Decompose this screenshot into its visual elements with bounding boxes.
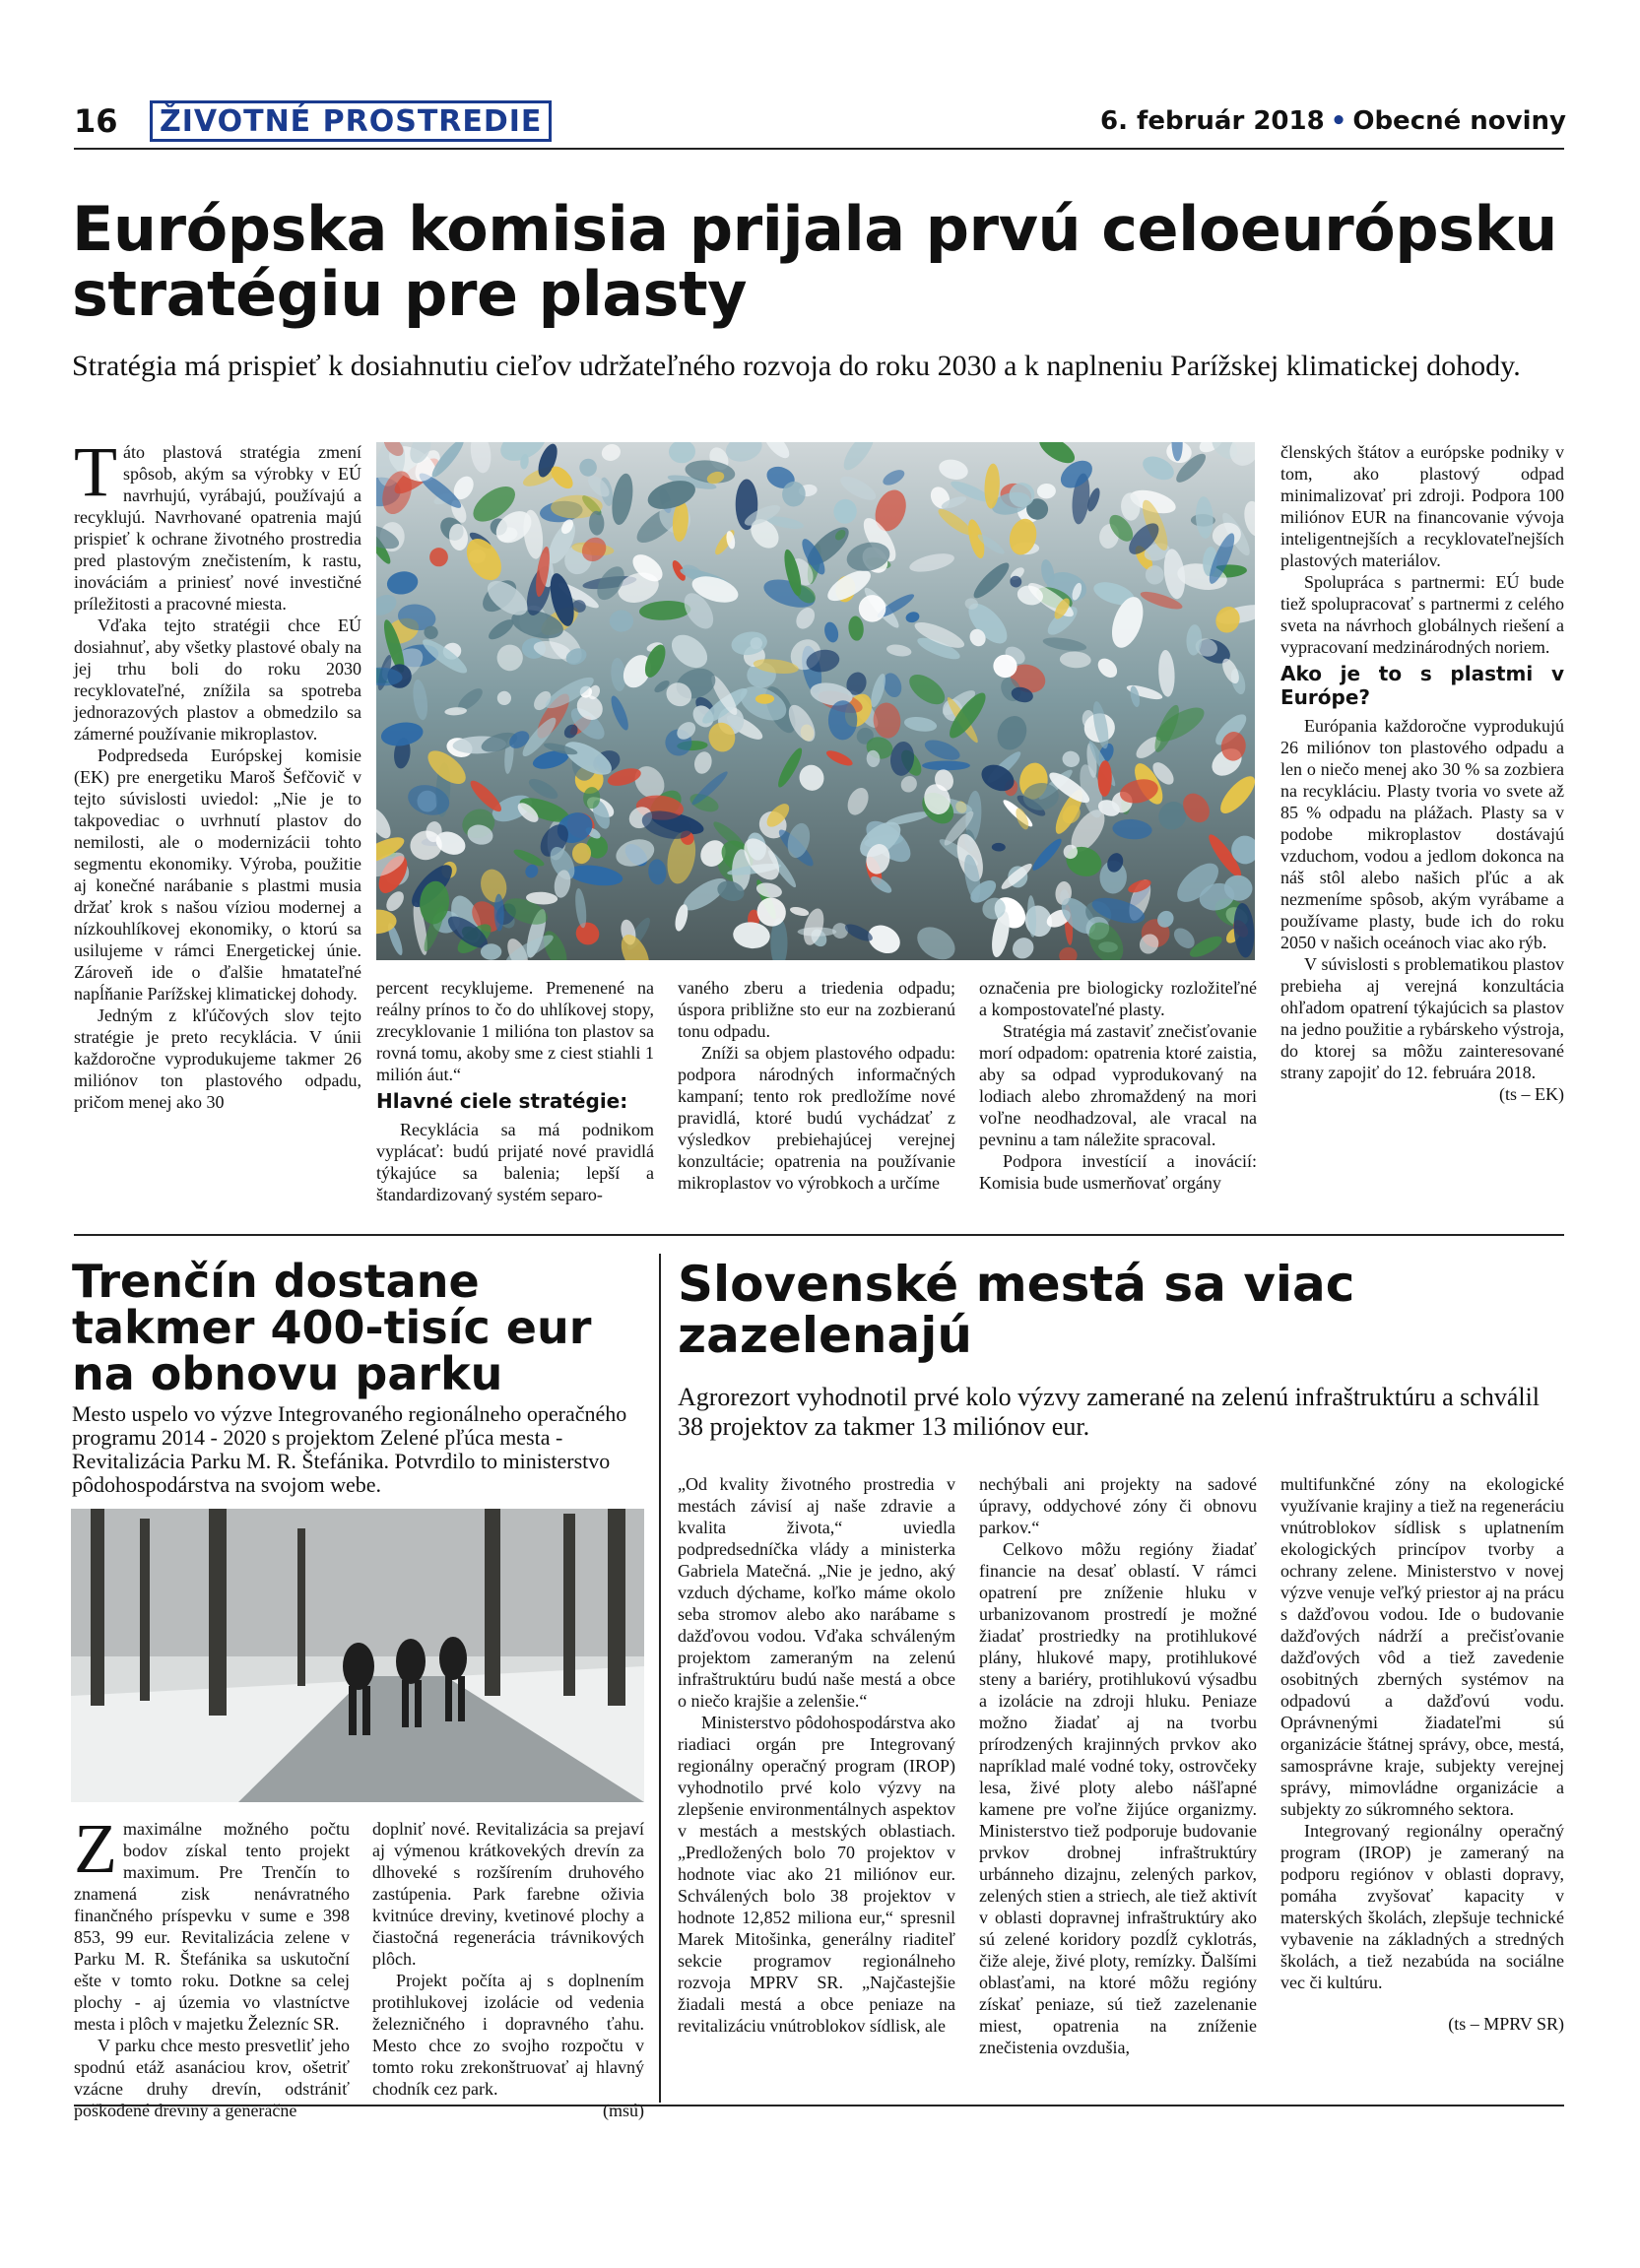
page-number: 16 (74, 102, 118, 140)
article1-paragraph: Podpredseda Európskej komisie (EK) pre energetiku Maroš Šefčovič v tejto súvislosti uviedol: „Nie je to takpovediac o uvrhnutí plastov do nemilosti, ale o modernizácii tohto segmentu ekonomiky. Výroba, použitie aj konečné narábanie s plastmi musia držať krok s našou víziou modernej a nízkouhlíkovej ekonomiky, o ktorú sa usilujeme v rámci Energetickej únie. Zároveň ide o ďalšie hmatateľné napĺňanie Parížskej klimatickej dohody. (74, 745, 361, 1004)
article1-deck: Stratégia má prispieť k dosiahnutiu cieľov udržateľného rozvoja do roku 2030 a k naplneniu Parížskej klimatickej dohody. (72, 350, 1521, 382)
article1-paragraph: Európania každoročne vyprodukujú 26 miliónov ton plastového odpadu a len o niečo menej ako 30 % sa zozbiera na recykláciu. Plasty tvoria vo svete až 85 % odpadu na plážach. Plasty sa v podobe mikroplastov dostávajú vzduchom, vodou a jedlom dokonca na náš stôl alebo našich pľúc a ak nezmeníme spôsob, akým vyrábame a používame plasty, bude ich do roku 2050 v našich oceánoch viac ako rýb. (1280, 716, 1564, 952)
article3-column-2 (979, 1473, 1257, 2058)
article1-paragraph: Jedným z kľúčových slov tejto stratégie je preto recyklácia. V únii každoročne vyprodukujeme takmer 26 miliónov ton plastového odpadu, pričom menej ako 30 (74, 1005, 361, 1112)
article1-paragraph: Recyklácia sa má podnikom vyplácať: budú prijaté nové pravidlá týkajúce sa balenia; lepší a štandardizovaný systém separo- (376, 1120, 654, 1204)
bottle-texture (1060, 889, 1069, 905)
publication-name: Obecné noviny (1352, 106, 1566, 136)
bullet-separator: • (1330, 106, 1347, 136)
article1-column-2 (376, 977, 654, 1205)
article2-paragraph: maximálne možného počtu bodov získal tento projekt maximum. Pre Trenčín to znamená zisk nenávratného finančného príspevku v sume e 398 853, 99 eur. Revitalizácia zelene v Parku M. R. Štefánika sa uskutoční ešte v tomto roku. Dotkne sa celej plochy - aj územia vo vlastníctve mesta i plôch v majetku Železníc SR. (74, 1819, 350, 2034)
article3-column-3 (1280, 1473, 1564, 2035)
article1-paragraph: Podpora investícií a inovácií: Komisia bude usmerňovať orgány (979, 1151, 1257, 1193)
article1-paragraph: percent recyklujeme. Premenené na reálny prínos to čo do uhlíkovej stopy, zrecyklovanie 1 milióna ton plastov sa rovná tomu, akoby sme z ciest stiahli 1 milión áut.“ (376, 978, 654, 1084)
article1-signature: (ts – EK) (1499, 1084, 1564, 1104)
article3-paragraph: multifunkčné zóny na ekologické využívanie krajiny a tiež na regeneráciu vnútroblokov sídlisk s uplatnením ekologických princípov tvorby a ochrany zelene. Ministerstvo v novej výzve venuje veľký priestor aj na prácu s dažďovou vodou. Ide o budovanie dažďových nádrží a prečisťovanie dažďových vôd a tiež zavedenie osobitných zberných systémov na odpadovú a dažďovú vodu. Oprávnenými žiadateľmi sú organizácie štátnej správy, obce, mestá, samosprávne kraje, subjekty verejnej správy, mimovládne organizácie a subjekty zo súkromného sektora. (1280, 1474, 1564, 1819)
park-winter-photo (71, 1509, 644, 1802)
article1-column-5 (1280, 441, 1564, 1105)
article1-column-4 (979, 977, 1257, 1194)
article2-paragraph: Projekt počíta aj s doplnením protihlukovej izolácie od vedenia železničného i dopravného ťahu. Mesto chce zo svojho rozpočtu v tomto roku zrekonštruovať aj hlavný chodník cez park. (372, 1971, 644, 2099)
article3-headline: Slovenské mestá sa viac zazelenajú (678, 1256, 1355, 1364)
article-divider (74, 1234, 1564, 1236)
article1-subhead: Ako je to s plastmi v Európe? (1280, 662, 1564, 709)
article3-deck: Agrorezort vyhodnotil prvé kolo výzvy zamerané na zelenú infraštruktúru a schválil 38 projektov za takmer 13 miliónov eur. (678, 1383, 1541, 1441)
footer-rule (74, 2105, 1564, 2106)
article1-paragraph: Zníži sa objem plastového odpadu: podpora národných informačných kampaní; tento rok predložíme nové pravidlá, ktoré budú vychádzať z výsledkov prebiehajúcej verejnej konzultácie; opatrenia na používanie mikroplastov vo výrobkoch a určíme (678, 1043, 955, 1193)
article2-column-1 (74, 1809, 350, 2121)
article3-paragraph: Celkovo môžu regióny žiadať financie na desať oblastí. V rámci opatrení pre zníženie hluku v urbanizovanom prostredí je možné žiadať prostriedky na protihlukové plány, hlukové mapy, protihlukové steny a bariéry, protihlukovú výsadbu a izolácie na zdroji hluku. Peniaze možno žiadať aj na tvorbu prírodzených krajinných prvkov ako napríklad malé vodné toky, ostrovčeky lesa, živé ploty alebo nášľapné kamene pre voľne žijúce organizmy. Ministerstvo tiež podporuje budovanie prvkov drobnej infraštruktúry urbánneho dizajnu, zelených parkov, zelených stien a striech, ale tiež aktivít v oblasti dopravnej infraštruktúry ako sú zelené koridory pozdĺž cyklotrás, čiže aleje, živé ploty, remízky. Ďalšími oblasťami, na ktoré môžu regióny získať peniaze, sú tiež zazelenanie miest, opatrenia na zníženie znečistenia ovzdušia, (979, 1539, 1257, 2057)
dateline (1100, 106, 1566, 136)
section-label: ŽIVOTNÉ PROSTREDIE (150, 100, 552, 142)
article1-paragraph: členských štátov a európske podniky v tom, ako plastový odpad minimalizovať pri zdroji. Podpora 100 miliónov EUR na financovanie vývoja inteligentnejších a recyklovateľnejších plastových materiálov. (1280, 442, 1564, 570)
article1-paragraph: označenia pre biologicky rozložiteľné a kompostovateľné plasty. (979, 978, 1257, 1019)
article2-paragraph: V parku chce mesto presvetliť jeho spodnú etáž asanáciou krov, ošetriť vzácne druhy drevín, odstrániť poškodené dreviny a generačne (74, 2036, 350, 2120)
article1-paragraph: V súvislosti s problematikou plastov prebieha aj verejná konzultácia ohľadom opatrení týkajúcich sa plastov na jedno použitie a rybárskeho výstroja, do ktorej sa môžu zainteresované strany zapojiť do 12. februára 2018. (1280, 954, 1564, 1082)
article3-column-1 (678, 1473, 955, 2037)
article3-paragraph: „Od kvality životného prostredia v mestách závisí aj naše zdravie a kvalita života,“ uviedla podpredsedníčka vlády a ministerka Gabriela Matečná. „Nie je jedno, aký vzduch dýchame, koľko máme okolo seba stromov alebo ako narábame s dažďovou vodou. Vďaka schváleným projektom zameraným na zelenú infraštruktúru budú naše mestá a obce o niečo krajšie a zelenšie.“ (678, 1474, 955, 1711)
article2-column-2 (372, 1818, 644, 2121)
article1-paragraph: Stratégia má zastaviť znečisťovanie morí odpadom: opatrenia ktoré zaistia, aby sa odpad vyprodukovaný na lodiach alebo zhromaždený na mori voľne neodhadzoval, ale vracal na pevninu a tam náležite spracoval. (979, 1021, 1257, 1149)
plastic-bottles-photo (376, 442, 1255, 960)
article1-paragraph: áto plastová stratégia zmení spôsob, akým sa výrobky v EÚ navrhujú, vyrábajú, používajú a recyklujú. Navrhované opatrenia majú prispieť k ochrane životného prostredia pred plastovým znečistením, k rastu, inováciám a priniesť nové investičné príležitosti a pracovné miesta. (74, 442, 361, 614)
article1-paragraph: Spolupráca s partnermi: EÚ bude tiež spolupracovať s partnermi z celého sveta na návrhoch globálnych riešení a vypracovaní medzinárodných noriem. (1280, 572, 1564, 657)
article1-column-1 (74, 432, 361, 1113)
bottle-texture (922, 761, 970, 771)
article2-deck: Mesto uspelo vo výzve Integrovaného regionálneho operačného programu 2014 - 2020 s projektom Zelené pľúca mesta - Revitalizácia Parku M. R. Štefánika. Potvrdilo to ministerstvo pôdohospodárstva na svojom webe. (72, 1401, 627, 1497)
article2-paragraph: doplniť nové. Revitalizácia sa prejaví aj výmenou krátkovekých drevín za dlhoveké s rozšírením druhového zastúpenia. Park farebne oživia kvitnúce dreviny, kvetinové plochy a čiastočná regenerácia trávnikových plôch. (372, 1819, 644, 1969)
article3-signature: (ts – MPRV SR) (1448, 2014, 1564, 2034)
article3-paragraph: Integrovaný regionálny operačný program (IROP) je zameraný na podporu regiónov v oblasti dopravy, pomáha zvyšovať kapacity v materských školách, zlepšuje technické vybavenie na základných a stredných školách, a tiež nezabúda na sociálne vec či kultúru. (1280, 1821, 1564, 1992)
article1-column-3 (678, 977, 955, 1194)
article1-headline: Európska komisia prijala prvú celoeurópsku stratégiu pre plasty (72, 193, 1557, 330)
column-divider (659, 1254, 661, 2103)
article3-paragraph: nechýbali ani projekty na sadové úpravy, oddychové zóny či obnovu parkov.“ (979, 1474, 1257, 1537)
article1-subhead: Hlavné ciele stratégie: (376, 1089, 628, 1113)
article3-paragraph: Ministerstvo pôdohospodárstva ako riadiaci orgán pre Integrovaný regionálny operačný program (IROP) vyhodnotilo prvé kolo výzvy na zlepšenie environmentálnych aspektov v mestách a mestských oblastiach. „Predložených bolo 70 projektov v hodnote viac ako 21 miliónov eur. Schválených bolo 38 projektov v hodnote 12,852 miliona eur,“ spresnil Marek Mitošinka, generálny riaditeľ sekcie programov regionálneho rozvoja MPRV SR. „Najčastejšie žiadali mestá a obce peniaze na revitalizáciu vnútroblokov sídlisk, ale (678, 1713, 955, 2036)
article1-paragraph: vaného zberu a triedenia odpadu; úspora približne sto eur na zozbieranú tonu odpadu. (678, 978, 955, 1041)
article2-headline: Trenčín dostane takmer 400-tisíc eur na obnovu parku (72, 1255, 592, 1400)
issue-date: 6. február 2018 (1100, 106, 1325, 136)
header-rule (74, 148, 1564, 150)
dropcap: T (74, 432, 117, 511)
article2-signature: (msú) (603, 2101, 644, 2120)
dropcap: Z (74, 1809, 117, 1888)
article1-paragraph: Vďaka tejto stratégii chce EÚ dosiahnuť, aby všetky plastové obaly na jej trhu boli do roku 2030 recyklovateľné, znížila sa spotreba jednorazových plastov a obmedzilo sa zámerné používanie mikroplastov. (74, 616, 361, 744)
